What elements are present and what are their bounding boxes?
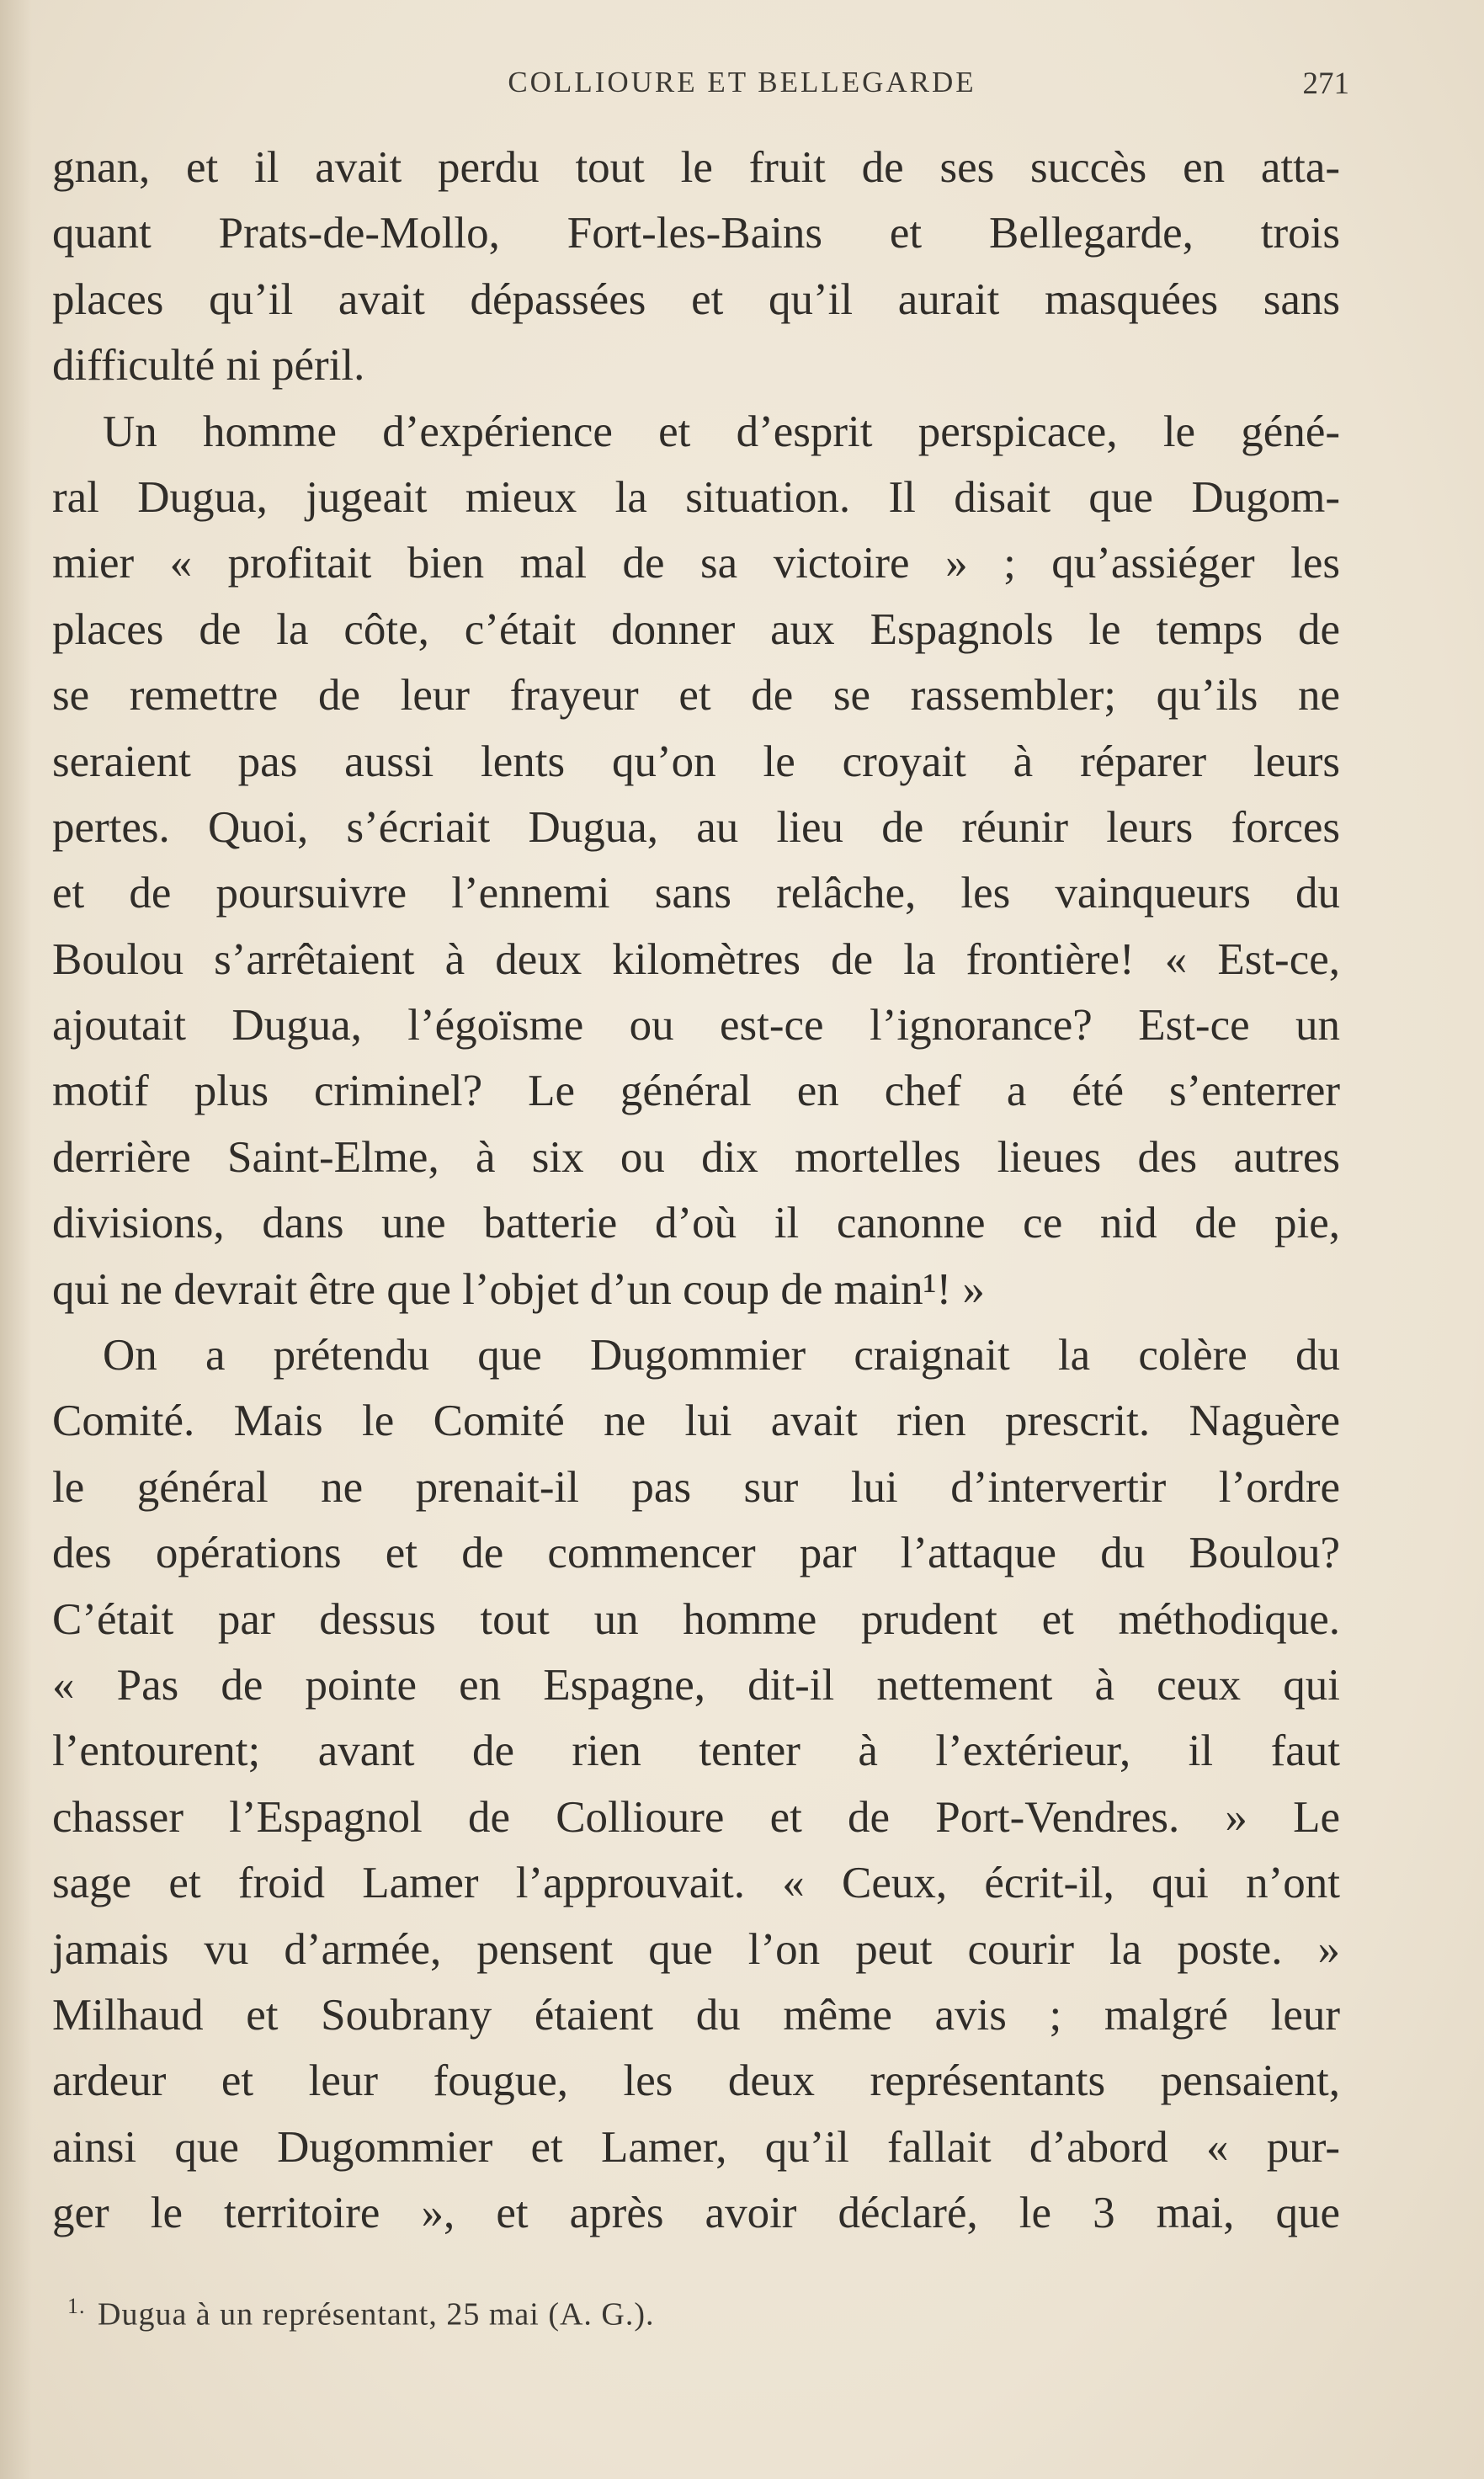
text-line: divisions, dans une batterie d’où il canonne ce nid de pie, <box>52 1199 1340 1248</box>
spine-shadow <box>0 0 32 2479</box>
text-line: places de la côte, c’était donner aux Espagnols le temps de <box>52 604 1340 654</box>
footnote <box>67 2294 655 2333</box>
text-line: ajoutait Dugua, l’égoïsme ou est-ce l’ignorance? Est-ce un <box>52 1001 1340 1051</box>
text-line: mier « profitait bien mal de sa victoire » ; qu’assiéger les <box>52 539 1340 588</box>
text-line: chasser l’Espagnol de Collioure et de Port-Vendres. » Le <box>52 1792 1340 1842</box>
text-line: sage et froid Lamer l’approuvait. « Ceux, écrit-il, qui n’ont <box>52 1859 1340 1908</box>
footnote-text: Dugua à un représentant, 25 mai (A. G.). <box>98 2296 655 2333</box>
page-number: 271 <box>1302 66 1349 101</box>
text-line: difficulté ni péril. <box>52 341 365 391</box>
text-line: qui ne devrait être que l’objet d’un coup de main¹! » <box>52 1264 985 1314</box>
text-line: et de poursuivre l’ennemi sans relâche, les vainqueurs du <box>52 869 1340 918</box>
text-line: Boulou s’arrêtaient à deux kilomètres de la frontière! « Est-ce, <box>52 934 1340 984</box>
text-line: Un homme d’expérience et d’esprit perspicace, le géné- <box>103 407 1340 456</box>
text-line: derrière Saint-Elme, à six ou dix mortelles lieues des autres <box>52 1132 1340 1182</box>
footnote-mark: 1. <box>67 2294 86 2318</box>
text-line: gnan, et il avait perdu tout le fruit de ses succès en atta- <box>52 143 1340 192</box>
text-line: « Pas de pointe en Espagne, dit-il nettement à ceux qui <box>52 1660 1340 1710</box>
text-line: Comité. Mais le Comité ne lui avait rien prescrit. Naguère <box>52 1396 1340 1446</box>
text-line: l’entourent; avant de rien tenter à l’extérieur, il faut <box>52 1726 1340 1776</box>
text-line: motif plus criminel? Le général en chef a été s’enterrer <box>52 1067 1340 1116</box>
text-line: ger le territoire », et après avoir déclaré, le 3 mai, que <box>52 2189 1340 2238</box>
text-line: ardeur et leur fougue, les deux représentants pensaient, <box>52 2056 1340 2106</box>
page-header <box>0 66 1484 116</box>
text-line: des opérations et de commencer par l’attaque du Boulou? <box>52 1529 1340 1578</box>
text-line: ainsi que Dugommier et Lamer, qu’il fallait d’abord « pur- <box>52 2122 1340 2172</box>
text-line: pertes. Quoi, s’écriait Dugua, au lieu de réunir leurs forces <box>52 802 1340 852</box>
running-title: COLLIOURE ET BELLEGARDE <box>508 66 976 98</box>
text-line: On a prétendu que Dugommier craignait la colère du <box>103 1331 1340 1380</box>
text-line: places qu’il avait dépassées et qu’il aurait masquées sans <box>52 274 1340 324</box>
text-line: quant Prats-de-Mollo, Fort-les-Bains et Bellegarde, trois <box>52 209 1340 258</box>
text-line: C’était par dessus tout un homme prudent et méthodique. <box>52 1594 1340 1644</box>
body-text <box>52 135 1340 2247</box>
text-line: seraient pas aussi lents qu’on le croyait à réparer leurs <box>52 737 1340 786</box>
text-line: Milhaud et Soubrany étaient du même avis ; malgré leur <box>52 1990 1340 2040</box>
text-line: le général ne prenait-il pas sur lui d’intervertir l’ordre <box>52 1462 1340 1512</box>
text-line: se remettre de leur frayeur et de se rassembler; qu’ils ne <box>52 671 1340 721</box>
text-line: jamais vu d’armée, pensent que l’on peut courir la poste. » <box>52 1924 1340 1974</box>
text-line: ral Dugua, jugeait mieux la situation. Il disait que Dugom- <box>52 472 1340 522</box>
